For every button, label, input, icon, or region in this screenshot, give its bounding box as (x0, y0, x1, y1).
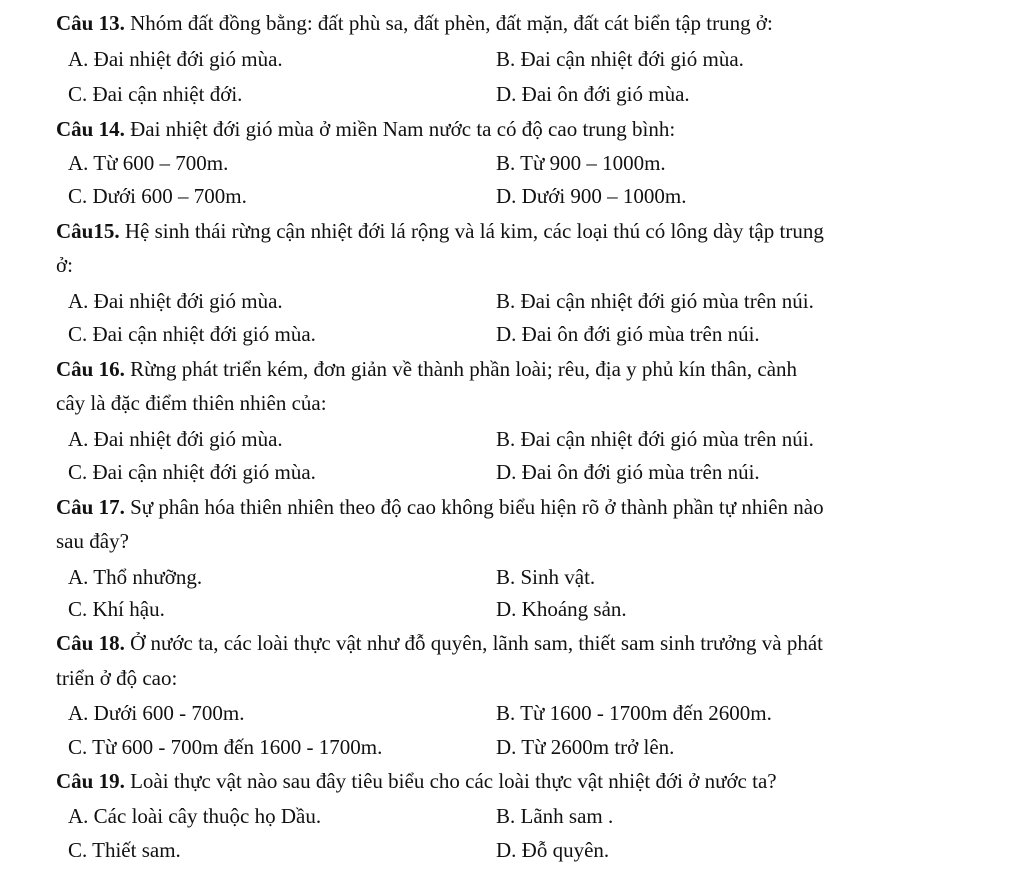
question-15-option-c[interactable]: C. Đai cận nhiệt đới gió mùa. (68, 322, 316, 346)
question-text: Sự phân hóa thiên nhiên theo độ cao không biểu hiện rõ ở thành phần tự nhiên nào (124, 495, 824, 519)
question-17-stem (56, 495, 824, 519)
question-number: Câu 14. (56, 117, 125, 141)
question-16-option-c[interactable]: C. Đai cận nhiệt đới gió mùa. (68, 460, 316, 484)
question-number: Câu 19. (56, 769, 125, 793)
question-13-option-a[interactable]: A. Đai nhiệt đới gió mùa. (68, 47, 283, 71)
question-16-option-a[interactable]: A. Đai nhiệt đới gió mùa. (68, 427, 283, 451)
question-14-option-d[interactable]: D. Dưới 900 – 1000m. (496, 184, 687, 208)
question-17-option-a[interactable]: A. Thổ nhưỡng. (68, 565, 203, 589)
question-13-option-d[interactable]: D. Đai ôn đới gió mùa. (496, 82, 690, 106)
question-19-option-a[interactable]: A. Các loài cây thuộc họ Dầu. (68, 804, 322, 828)
question-number: Câu 18. (56, 631, 125, 655)
question-text: Ở nước ta, các loài thực vật như đỗ quyên, lãnh sam, thiết sam sinh trưởng và phát (124, 631, 824, 655)
question-number: Câu 16. (56, 357, 125, 381)
question-16-option-b[interactable]: B. Đai cận nhiệt đới gió mùa trên núi. (496, 427, 814, 451)
question-15-option-a[interactable]: A. Đai nhiệt đới gió mùa. (68, 289, 283, 313)
question-17-option-b[interactable]: B. Sinh vật. (496, 565, 596, 589)
question-15-stem-cont: ở: (56, 253, 73, 277)
question-16-stem (56, 357, 797, 381)
question-18-option-c[interactable]: C. Từ 600 - 700m đến 1600 - 1700m. (68, 735, 383, 759)
question-15-option-d[interactable]: D. Đai ôn đới gió mùa trên núi. (496, 322, 760, 346)
question-15-stem (56, 219, 824, 243)
question-14-option-b[interactable]: B. Từ 900 – 1000m. (496, 151, 666, 175)
question-text: Rừng phát triển kém, đơn giản về thành phần loài; rêu, địa y phủ kín thân, cành (124, 357, 798, 381)
question-number: Câu 13. (56, 11, 125, 35)
question-17-stem-cont: sau đây? (56, 529, 129, 553)
question-18-stem-cont: triển ở độ cao: (56, 666, 178, 690)
question-19-option-b[interactable]: B. Lãnh sam . (496, 804, 614, 828)
question-number: Câu 17. (56, 495, 125, 519)
question-16-stem-cont: cây là đặc điểm thiên nhiên của: (56, 391, 327, 415)
question-14-stem (56, 117, 675, 141)
question-18-option-d[interactable]: D. Từ 2600m trở lên. (496, 735, 675, 759)
question-number: Câu15. (56, 219, 120, 243)
question-13-option-b[interactable]: B. Đai cận nhiệt đới gió mùa. (496, 47, 744, 71)
question-18-option-a[interactable]: A. Dưới 600 - 700m. (68, 701, 245, 725)
question-19-option-d[interactable]: D. Đỗ quyên. (496, 838, 610, 862)
question-text: Đai nhiệt đới gió mùa ở miền Nam nước ta có độ cao trung bình: (124, 117, 676, 141)
question-17-option-c[interactable]: C. Khí hậu. (68, 597, 165, 621)
question-14-option-a[interactable]: A. Từ 600 – 700m. (68, 151, 229, 175)
question-19-option-c[interactable]: C. Thiết sam. (68, 838, 181, 862)
question-13-stem (56, 11, 773, 35)
question-16-option-d[interactable]: D. Đai ôn đới gió mùa trên núi. (496, 460, 760, 484)
question-text: Nhóm đất đồng bằng: đất phù sa, đất phèn, đất mặn, đất cát biển tập trung ở: (124, 11, 773, 35)
question-13-option-c[interactable]: C. Đai cận nhiệt đới. (68, 82, 243, 106)
question-18-stem (56, 631, 823, 655)
question-17-option-d[interactable]: D. Khoáng sản. (496, 597, 627, 621)
question-19-stem (56, 769, 777, 793)
question-text: Hệ sinh thái rừng cận nhiệt đới lá rộng và lá kim, các loại thú có lông dày tập trung (119, 219, 824, 243)
question-15-option-b[interactable]: B. Đai cận nhiệt đới gió mùa trên núi. (496, 289, 814, 313)
question-14-option-c[interactable]: C. Dưới 600 – 700m. (68, 184, 247, 208)
question-18-option-b[interactable]: B. Từ 1600 - 1700m đến 2600m. (496, 701, 772, 725)
question-text: Loài thực vật nào sau đây tiêu biểu cho các loài thực vật nhiệt đới ở nước ta? (124, 769, 777, 793)
